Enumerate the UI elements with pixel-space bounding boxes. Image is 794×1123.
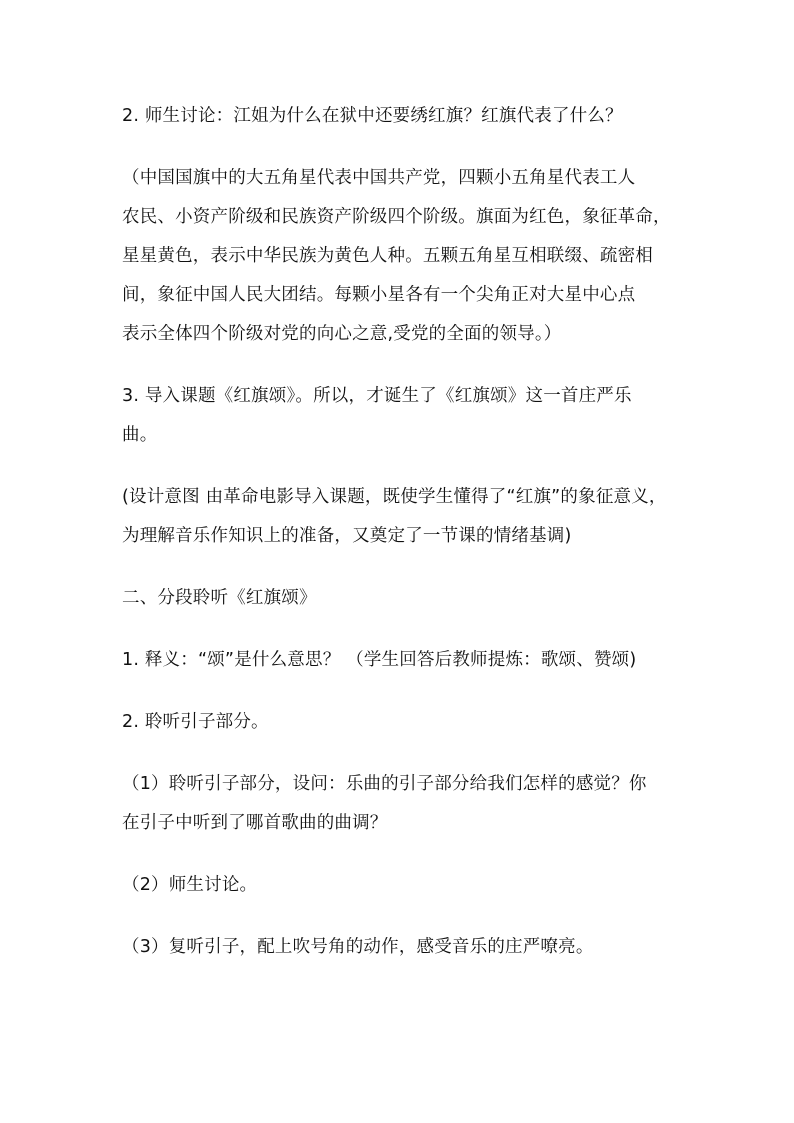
flag-explanation-line-5: 表示全体四个阶级对党的向心之意,受党的全面的领导。） xyxy=(122,324,562,344)
flag-explanation-line-3: 星星黄色，表示中华民族为黄色人种。五颗五角星互相联缀、疏密相 xyxy=(122,246,653,266)
design-intent-line-1: (设计意图 由革命电影导入课题，既使学生懂得了“红旗”的象征意义， xyxy=(122,487,667,507)
item-2-line: 2. 聆听引子部分。 xyxy=(122,712,269,732)
sub-item-3-line: （3）复听引子，配上吹号角的动作，感受音乐的庄严嘹亮。 xyxy=(122,937,594,957)
flag-explanation-line-1: （中国国旗中的大五角星代表中国共产党，四颗小五角星代表工人 xyxy=(122,168,636,188)
section-heading: 二、分段聆听《红旗颂》 xyxy=(122,588,317,608)
item-1-line: 1. 释义：“颂”是什么意思？ （学生回答后教师提炼：歌颂、赞颂) xyxy=(122,650,637,670)
introduce-topic-line-1: 3. 导入课题《红旗颂》。所以，才诞生了《红旗颂》这一首庄严乐 xyxy=(122,386,632,406)
sub-item-1-line-2: 在引子中听到了哪首歌曲的曲调？ xyxy=(122,813,388,833)
sub-item-1-line-1: （1）聆听引子部分，设问：乐曲的引子部分给我们怎样的感觉？你 xyxy=(122,774,647,794)
flag-explanation-line-4: 间，象征中国人民大团结。每颗小星各有一个尖角正对大星中心点 xyxy=(122,285,636,305)
sub-item-2-line: （2）师生讨论。 xyxy=(122,875,258,895)
flag-explanation-line-2: 农民、小资产阶级和民族资产阶级四个阶级。旗面为红色，象征革命， xyxy=(122,207,671,227)
discussion-question-line: 2. 师生讨论：江姐为什么在狱中还要绣红旗？红旗代表了什么？ xyxy=(122,106,623,126)
design-intent-line-2: 为理解音乐作知识上的准备，又奠定了一节课的情绪基调) xyxy=(122,526,572,546)
introduce-topic-line-2: 曲。 xyxy=(122,425,158,445)
